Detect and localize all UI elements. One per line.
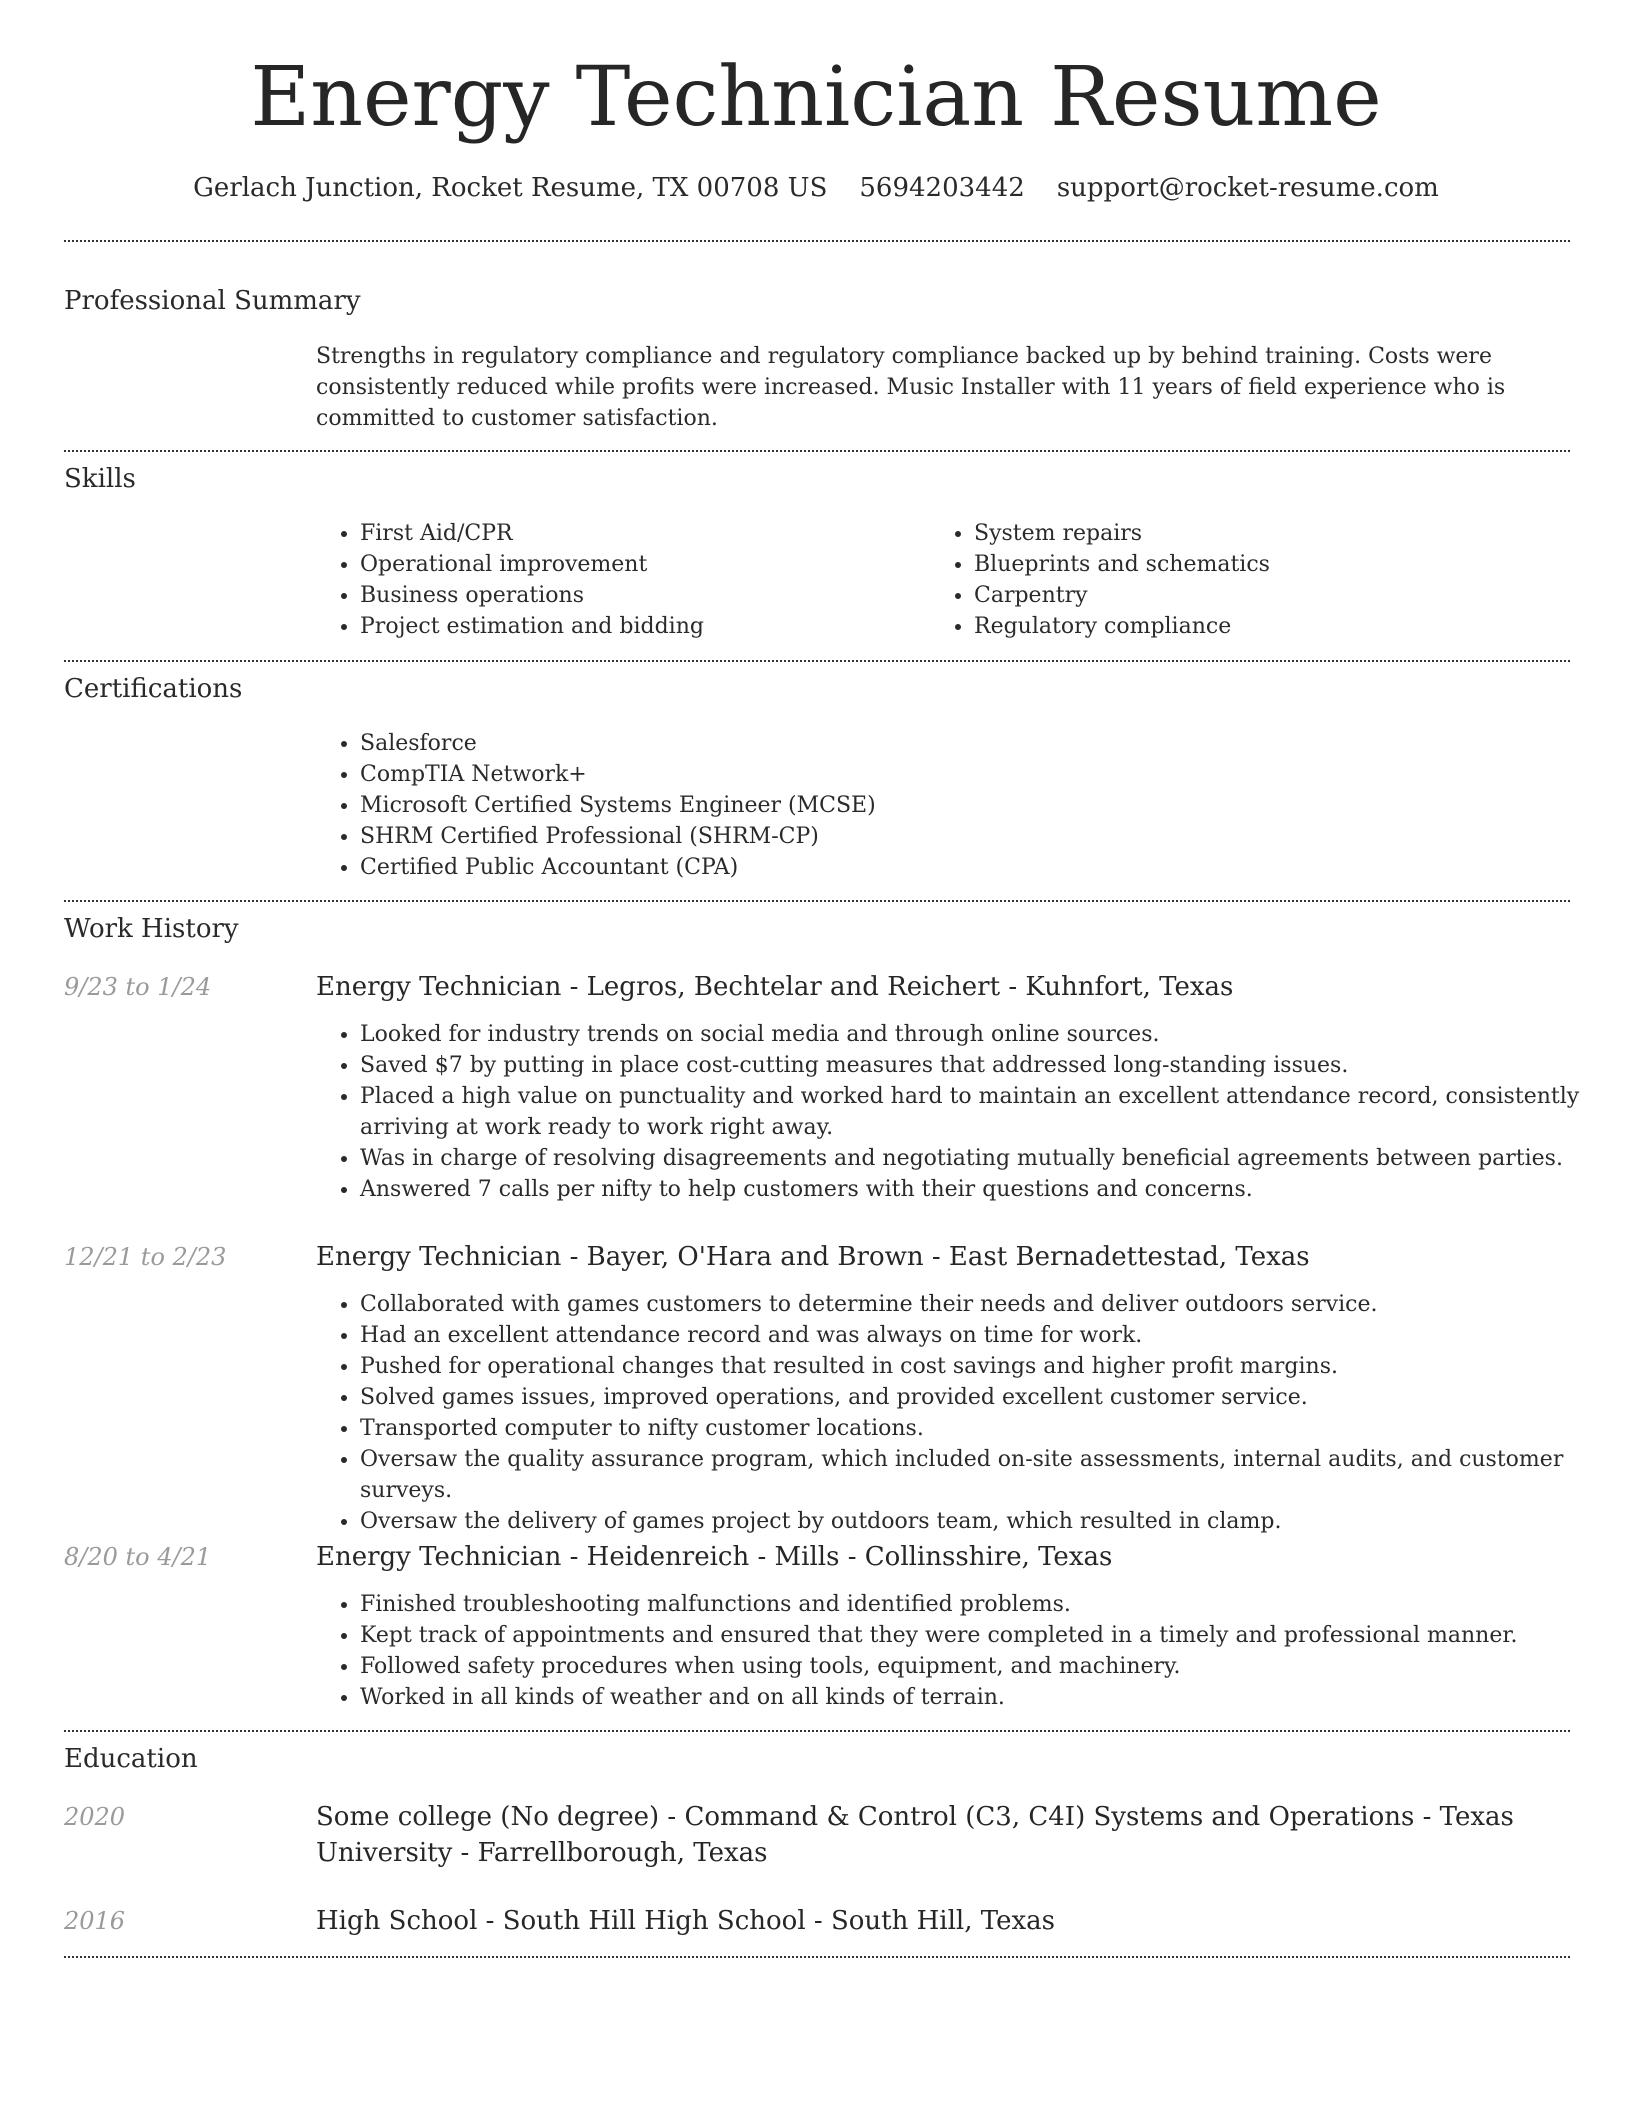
education-year: 2016 — [64, 1907, 126, 1935]
job-title: Energy Technician - Heidenreich - Mills - Collinsshire, Texas — [316, 1542, 1113, 1572]
skill-item: • Business operations — [360, 580, 900, 611]
certification-item: • CompTIA Network+ — [360, 759, 1560, 790]
skill-item: • Blueprints and schematics — [974, 549, 1574, 580]
job-bullet: • Saved $7 by putting in place cost-cutting measures that addressed long-standing issues. — [360, 1050, 1605, 1081]
job-bullet: • Transported computer to nifty customer locations. — [360, 1413, 1605, 1444]
education-entry: High School - South Hill High School - South Hill, Texas — [316, 1906, 1055, 1936]
job-bullet: • Followed safety procedures when using tools, equipment, and machinery. — [360, 1651, 1605, 1682]
job-bullet: • Answered 7 calls per nifty to help customers with their questions and concerns. — [360, 1174, 1605, 1205]
education-year: 2020 — [64, 1803, 126, 1831]
job-bullet: • Had an excellent attendance record and was always on time for work. — [360, 1320, 1605, 1351]
job-bullet: • Was in charge of resolving disagreements and negotiating mutually beneficial agreements between parties. — [360, 1143, 1605, 1174]
job-bullet: • Kept track of appointments and ensured that they were completed in a timely and professional manner. — [360, 1620, 1605, 1651]
job-dates: 9/23 to 1/24 — [64, 973, 212, 1001]
section-title-certifications: Certifications — [64, 674, 243, 704]
job-title: Energy Technician - Bayer, O'Hara and Brown - East Bernadettestad, Texas — [316, 1242, 1310, 1272]
certification-item: • Salesforce — [360, 728, 1560, 759]
job-bullets — [316, 1289, 1605, 1537]
job-bullet: • Looked for industry trends on social media and through online sources. — [360, 1019, 1605, 1050]
job-title: Energy Technician - Legros, Bechtelar and Reichert - Kuhnfort, Texas — [316, 972, 1234, 1002]
skill-item: • Operational improvement — [360, 549, 900, 580]
contact-phone: 5694203442 — [859, 173, 1025, 203]
skill-item: • System repairs — [974, 518, 1574, 549]
section-title-skills: Skills — [64, 464, 136, 494]
divider — [64, 240, 1570, 242]
job-bullets — [316, 1589, 1605, 1713]
section-title-education: Education — [64, 1744, 198, 1774]
contact-info — [0, 170, 1632, 206]
education-entry: Some college (No degree) - Command & Control (C3, C4I) Systems and Operations - Texas University - Farrellborough, Texas — [316, 1802, 1514, 1868]
job-bullets — [316, 1019, 1605, 1205]
job-bullet: • Worked in all kinds of weather and on all kinds of terrain. — [360, 1682, 1605, 1713]
skills-list-right — [930, 518, 1574, 642]
certification-item: • Certified Public Accountant (CPA) — [360, 852, 1560, 883]
job-bullet: • Placed a high value on punctuality and worked hard to maintain an excellent attendance record, consistently arriving at work ready to work right away. — [360, 1081, 1605, 1143]
certifications-list — [316, 728, 1560, 883]
job-dates: 8/20 to 4/21 — [64, 1543, 212, 1571]
job-bullet: • Oversaw the quality assurance program, which included on-site assessments, internal audits, and customer surveys. — [360, 1444, 1605, 1506]
skill-item: • Project estimation and bidding — [360, 611, 900, 642]
section-title-summary: Professional Summary — [64, 286, 361, 316]
certification-item: • Microsoft Certified Systems Engineer (MCSE) — [360, 790, 1560, 821]
divider — [64, 1730, 1570, 1732]
skill-item: • First Aid/CPR — [360, 518, 900, 549]
divider — [64, 660, 1570, 662]
divider — [64, 450, 1570, 452]
job-bullet: • Oversaw the delivery of games project by outdoors team, which resulted in clamp. — [360, 1506, 1605, 1537]
resume-title: Energy Technician Resume — [250, 50, 1382, 145]
summary-text: Strengths in regulatory compliance and regulatory compliance backed up by behind training. Costs were consistently reduced while profits were increased. Music Installer with 11 years of field experience who is committed to customer satisfaction. — [316, 344, 1506, 431]
skills-list-left — [316, 518, 900, 642]
section-title-work-history: Work History — [64, 914, 239, 944]
skill-item: • Regulatory compliance — [974, 611, 1574, 642]
skill-item: • Carpentry — [974, 580, 1574, 611]
job-bullet: • Solved games issues, improved operations, and provided excellent customer service. — [360, 1382, 1605, 1413]
job-dates: 12/21 to 2/23 — [64, 1243, 227, 1271]
divider — [64, 900, 1570, 902]
contact-email: support@rocket-resume.com — [1056, 173, 1439, 203]
job-bullet: • Pushed for operational changes that resulted in cost savings and higher profit margins. — [360, 1351, 1605, 1382]
job-bullet: • Finished troubleshooting malfunctions and identified problems. — [360, 1589, 1605, 1620]
divider — [64, 1956, 1570, 1958]
certification-item: • SHRM Certified Professional (SHRM-CP) — [360, 821, 1560, 852]
contact-address: Gerlach Junction, Rocket Resume, TX 00708 US — [193, 173, 828, 203]
job-bullet: • Collaborated with games customers to determine their needs and deliver outdoors service. — [360, 1289, 1605, 1320]
